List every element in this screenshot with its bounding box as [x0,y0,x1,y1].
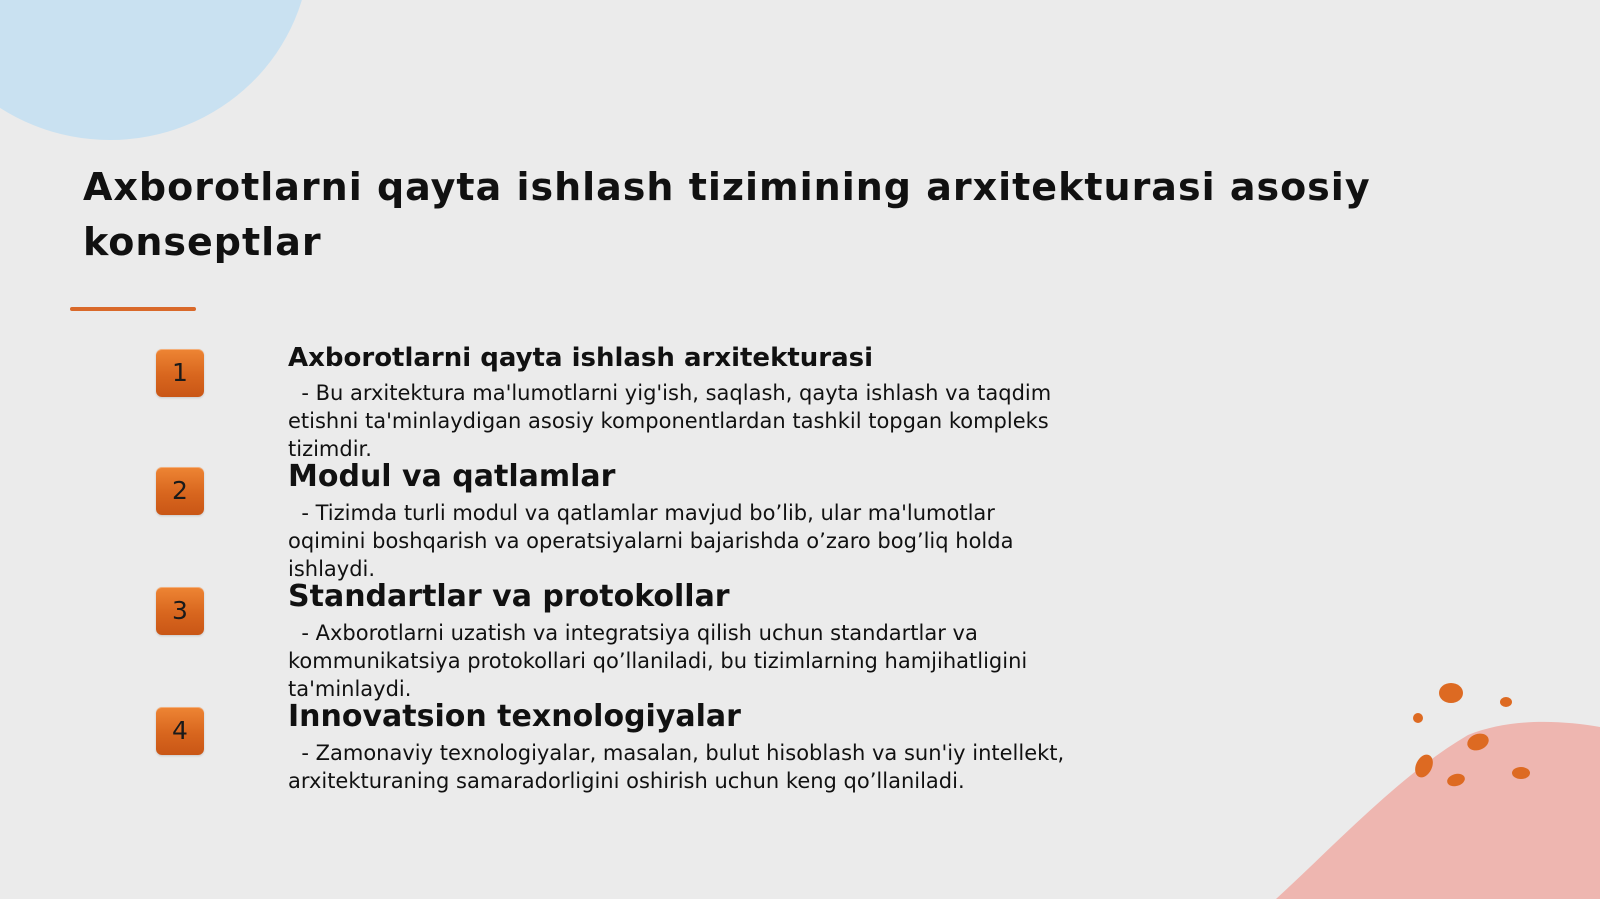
item-description: - Bu arxitektura ma'lumotlarni yig'ish, saqlash, qayta ishlash va taqdim etishni ta'minlaydigan asosiy komponentlardan tashkil topgan kompleks tizimdir. [288,381,1052,461]
item-description: - Tizimda turli modul va qatlamlar mavjud bo’lib, ular ma'lumotlar oqimini boshqarish va operatsiyalarni bajarishda o’zaro bog’liq holda ishlaydi. [288,501,1014,581]
item-heading: Modul va qatlamlar [288,459,616,494]
item-number-badge: 3 [156,587,204,635]
confetti-shape [1439,683,1463,703]
item-description: - Zamonaviy texnologiyalar, masalan, bulut hisoblash va sun'iy intellekt, arxitekturaning samaradorligini oshirish uchun keng qo’llaniladi. [288,741,1065,793]
item-number-badge: 4 [156,707,204,755]
item-number-badge: 2 [156,467,204,515]
title-accent-line [70,307,196,311]
item-heading: Axborotlarni qayta ishlash arxitekturasi [288,343,874,373]
decorative-pink-blob [1276,722,1600,899]
slide-title: Axborotlarni qayta ishlash tizimining arxitekturasi asosiy konseptlar [83,165,1371,264]
item-heading: Standartlar va protokollar [288,579,730,614]
item-number-badge: 1 [156,349,204,397]
confetti-shape [1500,697,1512,707]
item-description: - Axborotlarni uzatish va integratsiya qilish uchun standartlar va kommunikatsiya protokollari qo’llaniladi, bu tizimlarning hamjihatligini ta'minlaydi. [288,621,1028,701]
confetti-shape [1413,713,1423,723]
item-heading: Innovatsion texnologiyalar [288,699,741,734]
confetti-shape [1512,767,1530,779]
